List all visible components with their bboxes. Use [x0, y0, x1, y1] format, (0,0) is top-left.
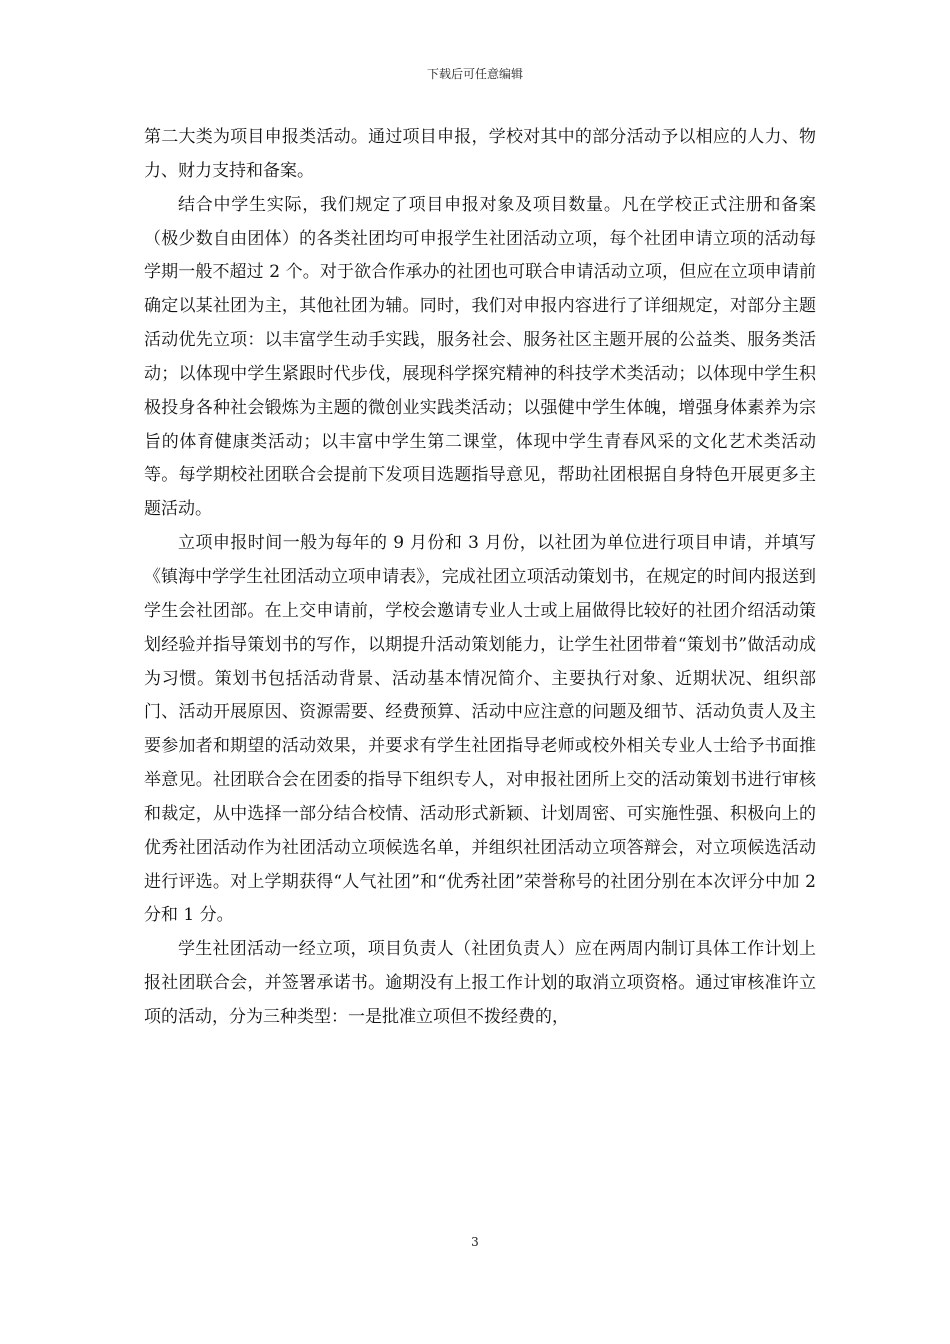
document-body	[144, 121, 816, 1035]
paragraph-1: 第二大类为项目申报类活动。通过项目申报，学校对其中的部分活动予以相应的人力、物力、财力支持和备案。	[144, 127, 816, 181]
paragraph-4: 学生社团活动一经立项，项目负责人（社团负责人）应在两周内制订具体工作计划上报社团联合会，并签署承诺书。逾期没有上报工作计划的取消立项资格。通过审核准许立项的活动，分为三种类型：一是批准立项但不拨经费的，	[144, 939, 816, 1027]
page-number: 3	[471, 1235, 479, 1249]
page-header: 下载后可任意编辑	[426, 67, 523, 81]
paragraph-3: 立项申报时间一般为每年的 9 月份和 3 月份，以社团为单位进行项目申请，并填写《镇海中学学生社团活动立项申请表》，完成社团立项活动策划书，在规定的时间内报送到学生会社团部。在上交申请前，学校会邀请专业人士或上届做得比较好的社团介绍活动策划经验并指导策划书的写作，以期提升活动策划能力，让学生社团带着“策划书”做活动成为习惯。策划书包括活动背景、活动基本情况简介、主要执行对象、近期状况、组织部门、活动开展原因、资源需要、经费预算、活动中应注意的问题及细节、活动负责人及主要参加者和期望的活动效果，并要求有学生社团指导老师或校外相关专业人士给予书面推举意见。社团联合会在团委的指导下组织专人，对申报社团所上交的活动策划书进行审核和裁定，从中选择一部分结合校情、活动形式新颖、计划周密、可实施性强、积极向上的优秀社团活动作为社团活动立项候选名单，并组织社团活动立项答辩会，对立项候选活动进行评选。对上学期获得“人气社团”和“优秀社团”荣誉称号的社团分别在本次评分中加 2 分和 1 分。	[144, 533, 816, 926]
paragraph-2: 结合中学生实际，我们规定了项目申报对象及项目数量。凡在学校正式注册和备案（极少数自由团体）的各类社团均可申报学生社团活动立项，每个社团申请立项的活动每学期一般不超过 2 个。对于欲合作承办的社团也可联合申请活动立项，但应在立项申请前确定以某社团为主，其他社团为辅。同时，我们对申报内容进行了详细规定，对部分主题活动优先立项：以丰富学生动手实践，服务社会、服务社区主题开展的公益类、服务类活动；以体现中学生紧跟时代步伐，展现科学探究精神的科技学术类活动；以体现中学生积极投身各种社会锻炼为主题的微创业实践类活动；以强健中学生体魄，增强身体素养为宗旨的体育健康类活动；以丰富中学生第二课堂，体现中学生青春风采的文化艺术类活动等。每学期校社团联合会提前下发项目选题指导意见，帮助社团根据自身特色开展更多主题活动。	[144, 194, 816, 520]
